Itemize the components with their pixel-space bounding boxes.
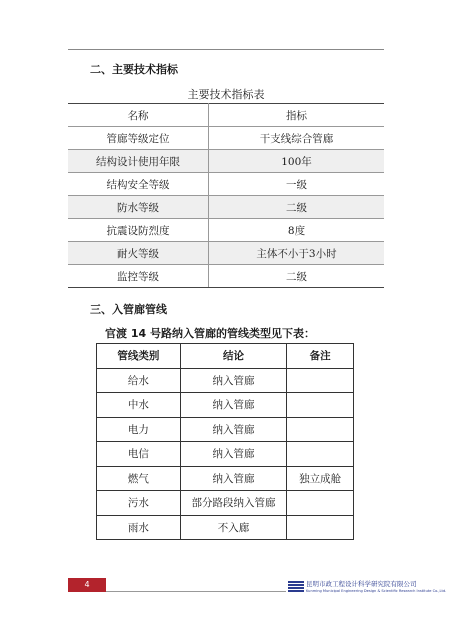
spec-value-cell: 二级	[209, 196, 385, 219]
table-row	[68, 242, 384, 265]
pipeline-conclusion-cell: 不入廊	[180, 515, 287, 540]
header-rule	[68, 49, 384, 50]
pipeline-type-cell: 中水	[97, 393, 181, 418]
pipeline-remark-cell	[287, 417, 354, 442]
table-row	[68, 196, 384, 219]
spec-name-cell: 管廊等级定位	[68, 127, 209, 150]
spec-value-cell: 8度	[209, 219, 385, 242]
pipeline-table-header	[97, 344, 354, 369]
spec-name-cell: 耐火等级	[68, 242, 209, 265]
pipeline-remark-cell	[287, 442, 354, 467]
pipeline-conclusion-cell: 纳入管廊	[180, 417, 287, 442]
footer-org-name: 昆明市政工程设计科学研究院有限公司	[306, 580, 417, 588]
pipeline-type-cell: 污水	[97, 491, 181, 516]
table-row	[97, 368, 354, 393]
footer-rule	[106, 591, 286, 592]
page-number: 4	[84, 580, 90, 589]
pipeline-intro-text: 官渡 14 号路纳入管廊的管线类型见下表：	[105, 327, 315, 340]
table-row	[68, 127, 384, 150]
spec-name-cell: 防水等级	[68, 196, 209, 219]
spec-name-cell: 抗震设防烈度	[68, 219, 209, 242]
spec-table-header	[68, 104, 384, 127]
company-logo-icon	[288, 581, 304, 593]
pipeline-type-cell: 电信	[97, 442, 181, 467]
spec-header-value: 指标	[209, 104, 385, 127]
table-row	[97, 393, 354, 418]
footer-org-name-en: Kunming Municipal Engineering Design & Scientific Research Institute Co.,Ltd.	[306, 589, 447, 593]
spec-value-cell: 一级	[209, 173, 385, 196]
pipeline-header-remark: 备注	[287, 344, 354, 369]
section-heading-specs: 二、主要技术指标	[90, 63, 178, 76]
pipeline-remark-cell	[287, 368, 354, 393]
pipeline-conclusion-cell: 纳入管廊	[180, 368, 287, 393]
table-row	[97, 466, 354, 491]
pipeline-conclusion-cell: 纳入管廊	[180, 466, 287, 491]
pipeline-type-cell: 给水	[97, 368, 181, 393]
table-row	[97, 491, 354, 516]
pipeline-type-cell: 雨水	[97, 515, 181, 540]
spec-table-caption: 主要技术指标表	[187, 88, 265, 101]
spec-value-cell: 干支线综合管廊	[209, 127, 385, 150]
pipeline-header-type: 管线类别	[97, 344, 181, 369]
pipeline-remark-cell: 独立成舱	[287, 466, 354, 491]
pipeline-conclusion-cell: 部分路段纳入管廊	[180, 491, 287, 516]
pipeline-type-cell: 燃气	[97, 466, 181, 491]
spec-value-cell: 二级	[209, 265, 385, 288]
table-row	[68, 265, 384, 288]
pipeline-header-conclusion: 结论	[180, 344, 287, 369]
table-row	[97, 442, 354, 467]
table-row	[68, 219, 384, 242]
spec-value-cell: 100年	[209, 150, 385, 173]
spec-name-cell: 结构设计使用年限	[68, 150, 209, 173]
spec-header-name: 名称	[68, 104, 209, 127]
table-row	[68, 150, 384, 173]
pipeline-remark-cell	[287, 515, 354, 540]
spec-name-cell: 监控等级	[68, 265, 209, 288]
pipeline-type-cell: 电力	[97, 417, 181, 442]
table-row	[97, 515, 354, 540]
pipeline-conclusion-cell: 纳入管廊	[180, 442, 287, 467]
section-heading-pipelines: 三、入管廊管线	[90, 303, 167, 316]
table-row	[97, 417, 354, 442]
pipeline-table	[96, 343, 354, 540]
pipeline-remark-cell	[287, 393, 354, 418]
pipeline-remark-cell	[287, 491, 354, 516]
spec-table	[68, 103, 384, 288]
pipeline-conclusion-cell: 纳入管廊	[180, 393, 287, 418]
spec-value-cell: 主体不小于3小时	[209, 242, 385, 265]
table-row	[68, 173, 384, 196]
spec-name-cell: 结构安全等级	[68, 173, 209, 196]
